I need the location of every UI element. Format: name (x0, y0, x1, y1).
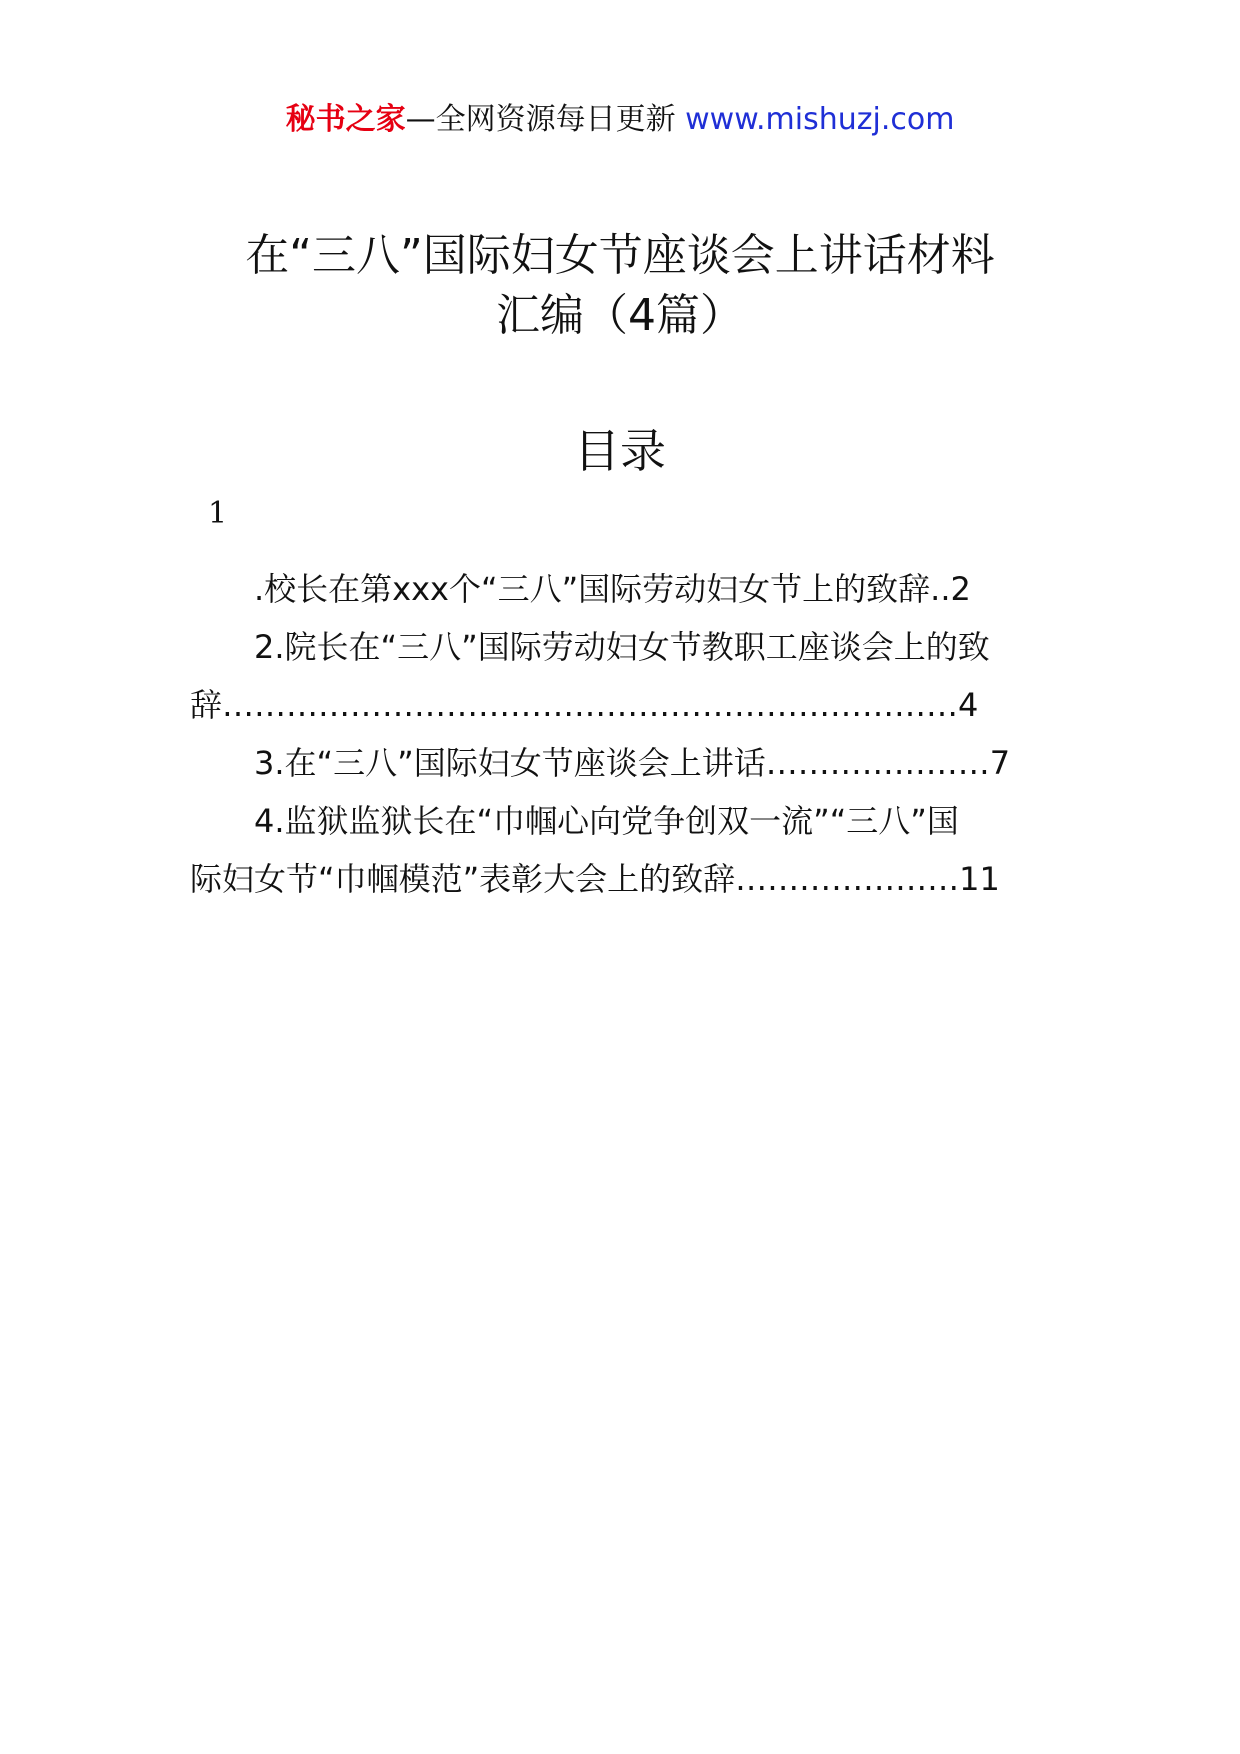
brand-name: 秘书之家 (285, 102, 406, 137)
title-line-1: 在“三八”国际妇女节座谈会上讲话材料 (245, 230, 995, 281)
title-line-2: 汇编（4篇） (496, 290, 744, 341)
header-tagline: —全网资源每日更新 (405, 102, 676, 137)
toc-item-2-continued[interactable]: 辞……………………………………………………………4 (190, 686, 979, 724)
document-title (150, 226, 1090, 346)
site-header (0, 100, 1240, 140)
toc-item-3[interactable]: 3.在“三八”国际妇女节座谈会上讲话…………………7 (254, 744, 1011, 782)
toc-item-4-continued[interactable]: 际妇女节“巾帼模范”表彰大会上的致辞…………………11 (190, 860, 1000, 898)
toc-item-1[interactable]: .校长在第xxx个“三八”国际劳动妇女节上的致辞..2 (254, 570, 971, 608)
stray-number: 1 (208, 496, 228, 531)
toc-item-4[interactable]: 4.监狱监狱长在“巾帼心向党争创双一流”“三八”国 (254, 802, 959, 840)
toc-item-2[interactable]: 2.院长在“三八”国际劳动妇女节教职工座谈会上的致 (254, 628, 990, 666)
toc-heading: 目录 (574, 424, 666, 478)
site-url-link[interactable]: www.mishuzj.com (685, 102, 955, 137)
